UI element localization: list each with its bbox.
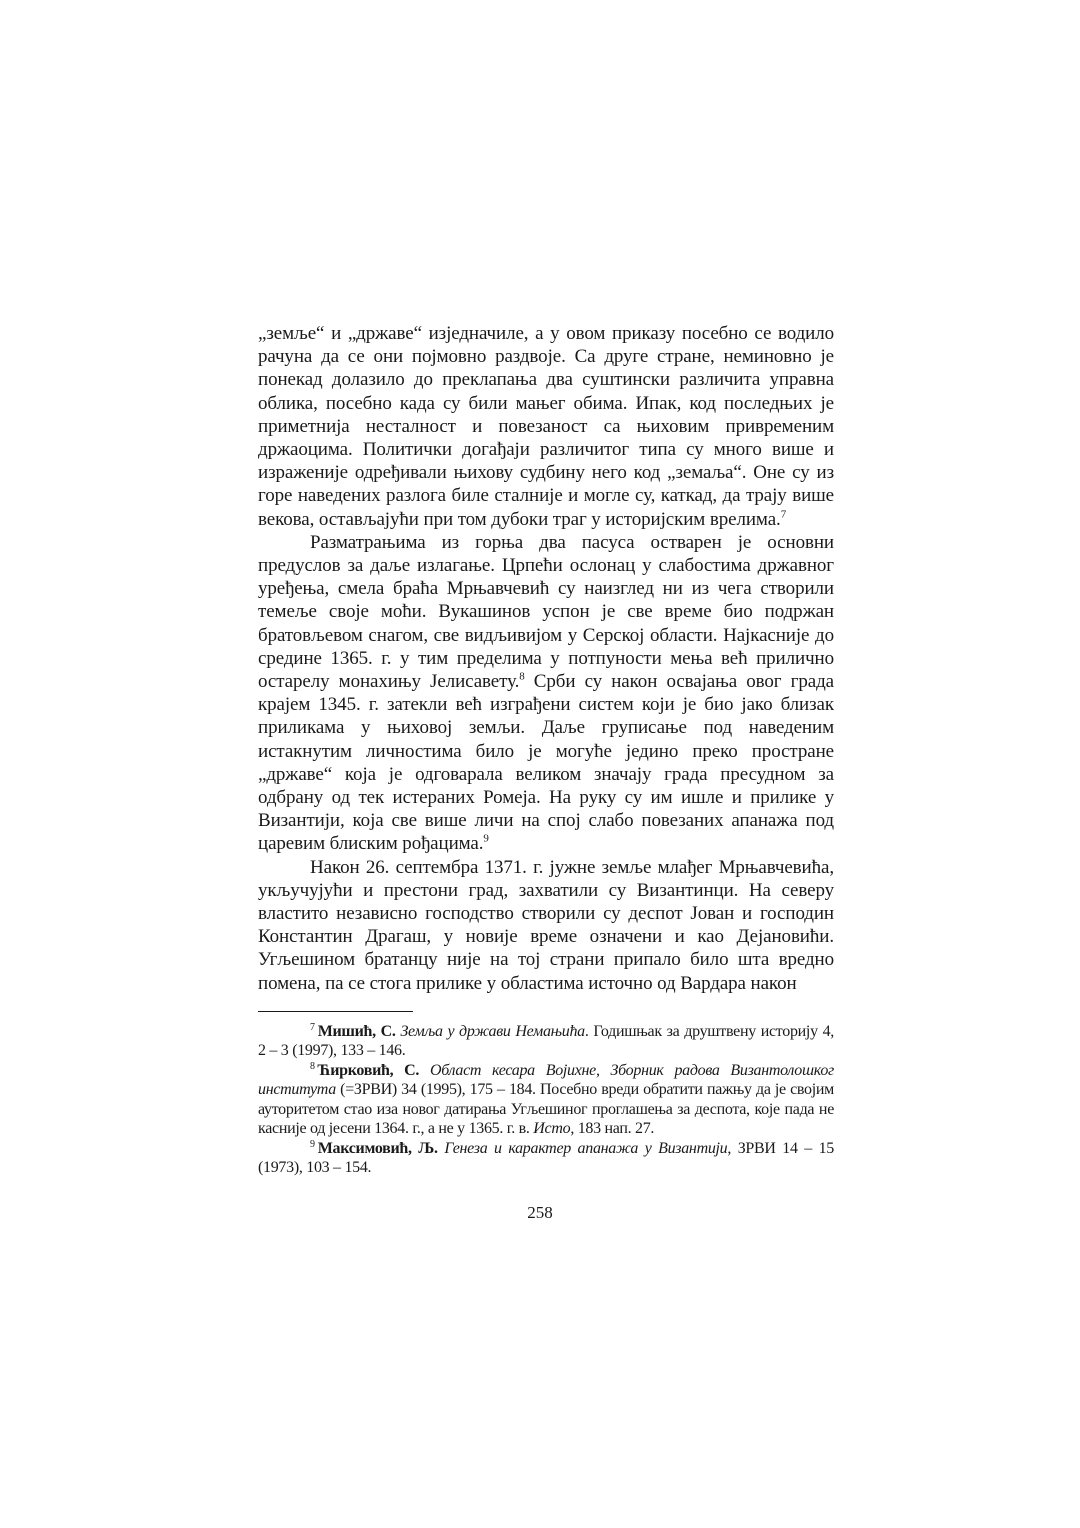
footnote-citation-end: , 183 нап. 27. (570, 1120, 655, 1138)
footnote-citation: . Годишњак за друштвену историју 4, 2 – 3 (1997), 133 – 146. (258, 1022, 834, 1060)
footnote-title: Област кесара Војихне, Зборник радова Византолошког института (258, 1061, 834, 1099)
footnote-ref-8[interactable]: 8 (519, 670, 525, 683)
footnote-title: Генеза и карактер апанажа у Византији (444, 1139, 728, 1157)
footnote-title-ibid: Исто (533, 1120, 571, 1138)
footnote-author: Ћирковић, С. (317, 1061, 420, 1079)
footnote-number: 7 (310, 1021, 315, 1033)
footnote-ref-9[interactable]: 9 (483, 833, 489, 846)
footnote-citation: (=ЗРВИ) 34 (1995), 175 – 184. Посебно вреди обратити пажњу да је својим ауторитетом стао иза новог датирања Угљешиног проглашења за деспота, које пада не касније од јесени 1364. г., а не у 1365. г. в. (258, 1081, 834, 1138)
paragraph-2 (258, 531, 834, 856)
footnote-number: 8 (310, 1060, 315, 1072)
footnote-number: 9 (310, 1138, 315, 1150)
footnote-7 (258, 1022, 834, 1061)
main-text-block (258, 322, 834, 1178)
footnote-author: Максимовић, Љ. (317, 1139, 438, 1157)
page-number: 258 (527, 1203, 553, 1222)
footnote-ref-7[interactable]: 7 (780, 508, 787, 521)
footnote-9 (258, 1139, 834, 1178)
footnote-author: Мишић, С. (317, 1022, 396, 1040)
footnote-title: Земља у држави Немањића (400, 1022, 585, 1040)
paragraph-3 (258, 856, 834, 995)
footnote-citation: , ЗРВИ 14 – 15 (1973), 103 – 154. (258, 1139, 834, 1177)
footnote-8 (258, 1061, 834, 1139)
paragraph-1 (258, 322, 834, 531)
paragraph-3-text: Након 26. септембра 1371. г. јужне земље млађег Мрњавчевића, укључујући и престони град, захватили су Византинци. На северу властито независно господство створили су деспот Јован и господин Константин Драгаш, у новије време означени и као Дејановићи. Угљешином братанцу није на тој страни припало било шта вредно помена, па се стога прилике у областима источно од Вардара након (258, 856, 834, 994)
footnote-divider (258, 1011, 413, 1012)
paragraph-1-text: „земље“ и „државе“ изједначиле, а у овом приказу посебно се водило рачуна да се они појмовно раздвоје. Са друге стране, неминовно је понекад долазило до преклапања два суштински различита управна облика, посебно када су били мањег обима. Ипак, код последњих је приметнија несталност и повезаност са њиховим привременим држаоцима. Политички догађаји различитог типа су много више и израженије одређивали њихову судбину него код „земаља“. Оне су из горе наведених разлога биле сталније и могле су, каткад, да трају више векова, остављајући при том дубоки траг у историјским врелима. (258, 323, 834, 530)
paragraph-2-text-b: Срби су након освајања овог града крајем 1345. г. затекли већ изграђени систем који је био јако близак приликама у њиховој земљи. Даље груписање под наведеним истакнутим личностима било је могуће једино преко простране „државе“ која је одговарала великом значају града пресудном за одбрану од тек истераних Ромеја. На руку су им ишле и прилике у Византији, која све више личи на спој слабо повезаних апанажа под царевим блиским рођацима. (258, 671, 834, 855)
paragraph-2-text-a: Разматрањима из горња два пасуса остварен је основни предуслов за даље излагање. Црпећи ослонац у слабостима државног уређења, смела браћа Мрњавчевић су наизглед ни из чега створили темеље своје моћи. Вукашинов успон је све време био подржан братовљевом снагом, све видљивијом у Серској области. Најкасније до средине 1365. г. у тим пределима у потпуности мења већ прилично остарелу монахињу Јелисавету. (258, 531, 834, 693)
